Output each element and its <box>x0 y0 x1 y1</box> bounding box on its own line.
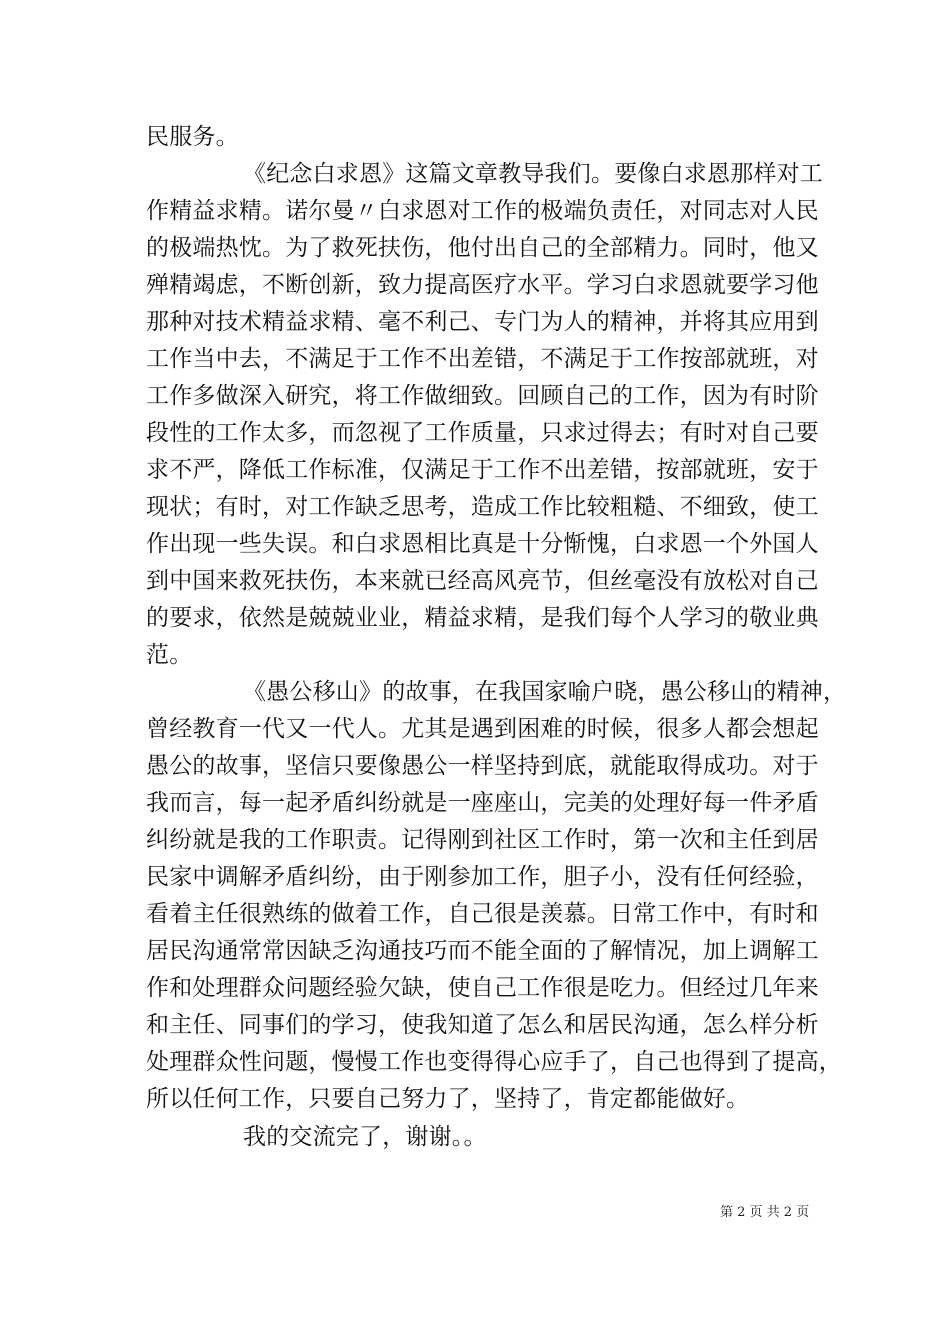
text-line: 民服务。 <box>146 124 239 150</box>
text-line: 的要求，依然是兢兢业业，精益求精，是我们每个人学习的敬业典 <box>146 605 819 631</box>
text-line: 殚精竭虑，不断创新，致力提高医疗水平。学习白求恩就要学习他 <box>146 272 819 298</box>
text-line: 作出现一些失误。和白求恩相比真是十分惭愧，白求恩一个外国人 <box>146 531 819 557</box>
text-line: 和主任、同事们的学习，使我知道了怎么和居民沟通，怎么样分析 <box>146 1012 819 1038</box>
text-line: 作和处理群众问题经验欠缺，使自己工作很是吃力。但经过几年来 <box>146 975 819 1001</box>
text-line: 那种对技术精益求精、毫不利己、专门为人的精神，并将其应用到 <box>146 309 819 335</box>
text-line: 到中国来救死扶伤，本来就已经高风亮节，但丝毫没有放松对自己 <box>146 568 819 594</box>
text-line: 《愚公移山》的故事，在我国家喻户晓，愚公移山的精神， <box>243 679 847 705</box>
text-line: 作精益求精。诺尔曼〃白求恩对工作的极端负责任，对同志对人民 <box>146 198 819 224</box>
text-line: 工作当中去，不满足于工作不出差错，不满足于工作按部就班，对 <box>146 346 819 372</box>
text-line: 愚公的故事，坚信只要像愚公一样坚持到底，就能取得成功。对于 <box>146 753 819 779</box>
text-line: 处理群众性问题，慢慢工作也变得得心应手了，自己也得到了提高， <box>146 1049 842 1075</box>
text-line: 求不严，降低工作标准，仅满足于工作不出差错，按部就班，安于 <box>146 457 819 483</box>
text-line: 我的交流完了，谢谢。。 <box>243 1124 487 1150</box>
text-line: 所以任何工作，只要自己努力了，坚持了，肯定都能做好。 <box>146 1086 750 1112</box>
page-number-footer: 第 2 页 共 2 页 <box>720 1205 810 1220</box>
text-line: 居民沟通常常因缺乏沟通技巧而不能全面的了解情况，加上调解工 <box>146 938 819 964</box>
text-line: 我而言，每一起矛盾纠纷就是一座座山，完美的处理好每一件矛盾 <box>146 790 819 816</box>
text-line: 曾经教育一代又一代人。尤其是遇到困难的时候，很多人都会想起 <box>146 716 819 742</box>
text-line: 现状；有时，对工作缺乏思考，造成工作比较粗糙、不细致，使工 <box>146 494 819 520</box>
text-line: 看着主任很熟练的做着工作，自己很是羡慕。日常工作中，有时和 <box>146 901 819 927</box>
text-line: 工作多做深入研究，将工作做细致。回顾自己的工作，因为有时阶 <box>146 383 819 409</box>
text-line: 段性的工作太多，而忽视了工作质量，只求过得去；有时对自己要 <box>146 420 819 446</box>
text-line: 纠纷就是我的工作职责。记得刚到社区工作时，第一次和主任到居 <box>146 827 819 853</box>
text-line: 《纪念白求恩》这篇文章教导我们。要像白求恩那样对工 <box>243 161 823 187</box>
text-line: 范。 <box>146 642 193 668</box>
text-line: 民家中调解矛盾纠纷，由于刚参加工作，胆子小，没有任何经验， <box>146 864 819 890</box>
text-line: 的极端热忱。为了救死扶伤，他付出自己的全部精力。同时，他又 <box>146 235 819 261</box>
